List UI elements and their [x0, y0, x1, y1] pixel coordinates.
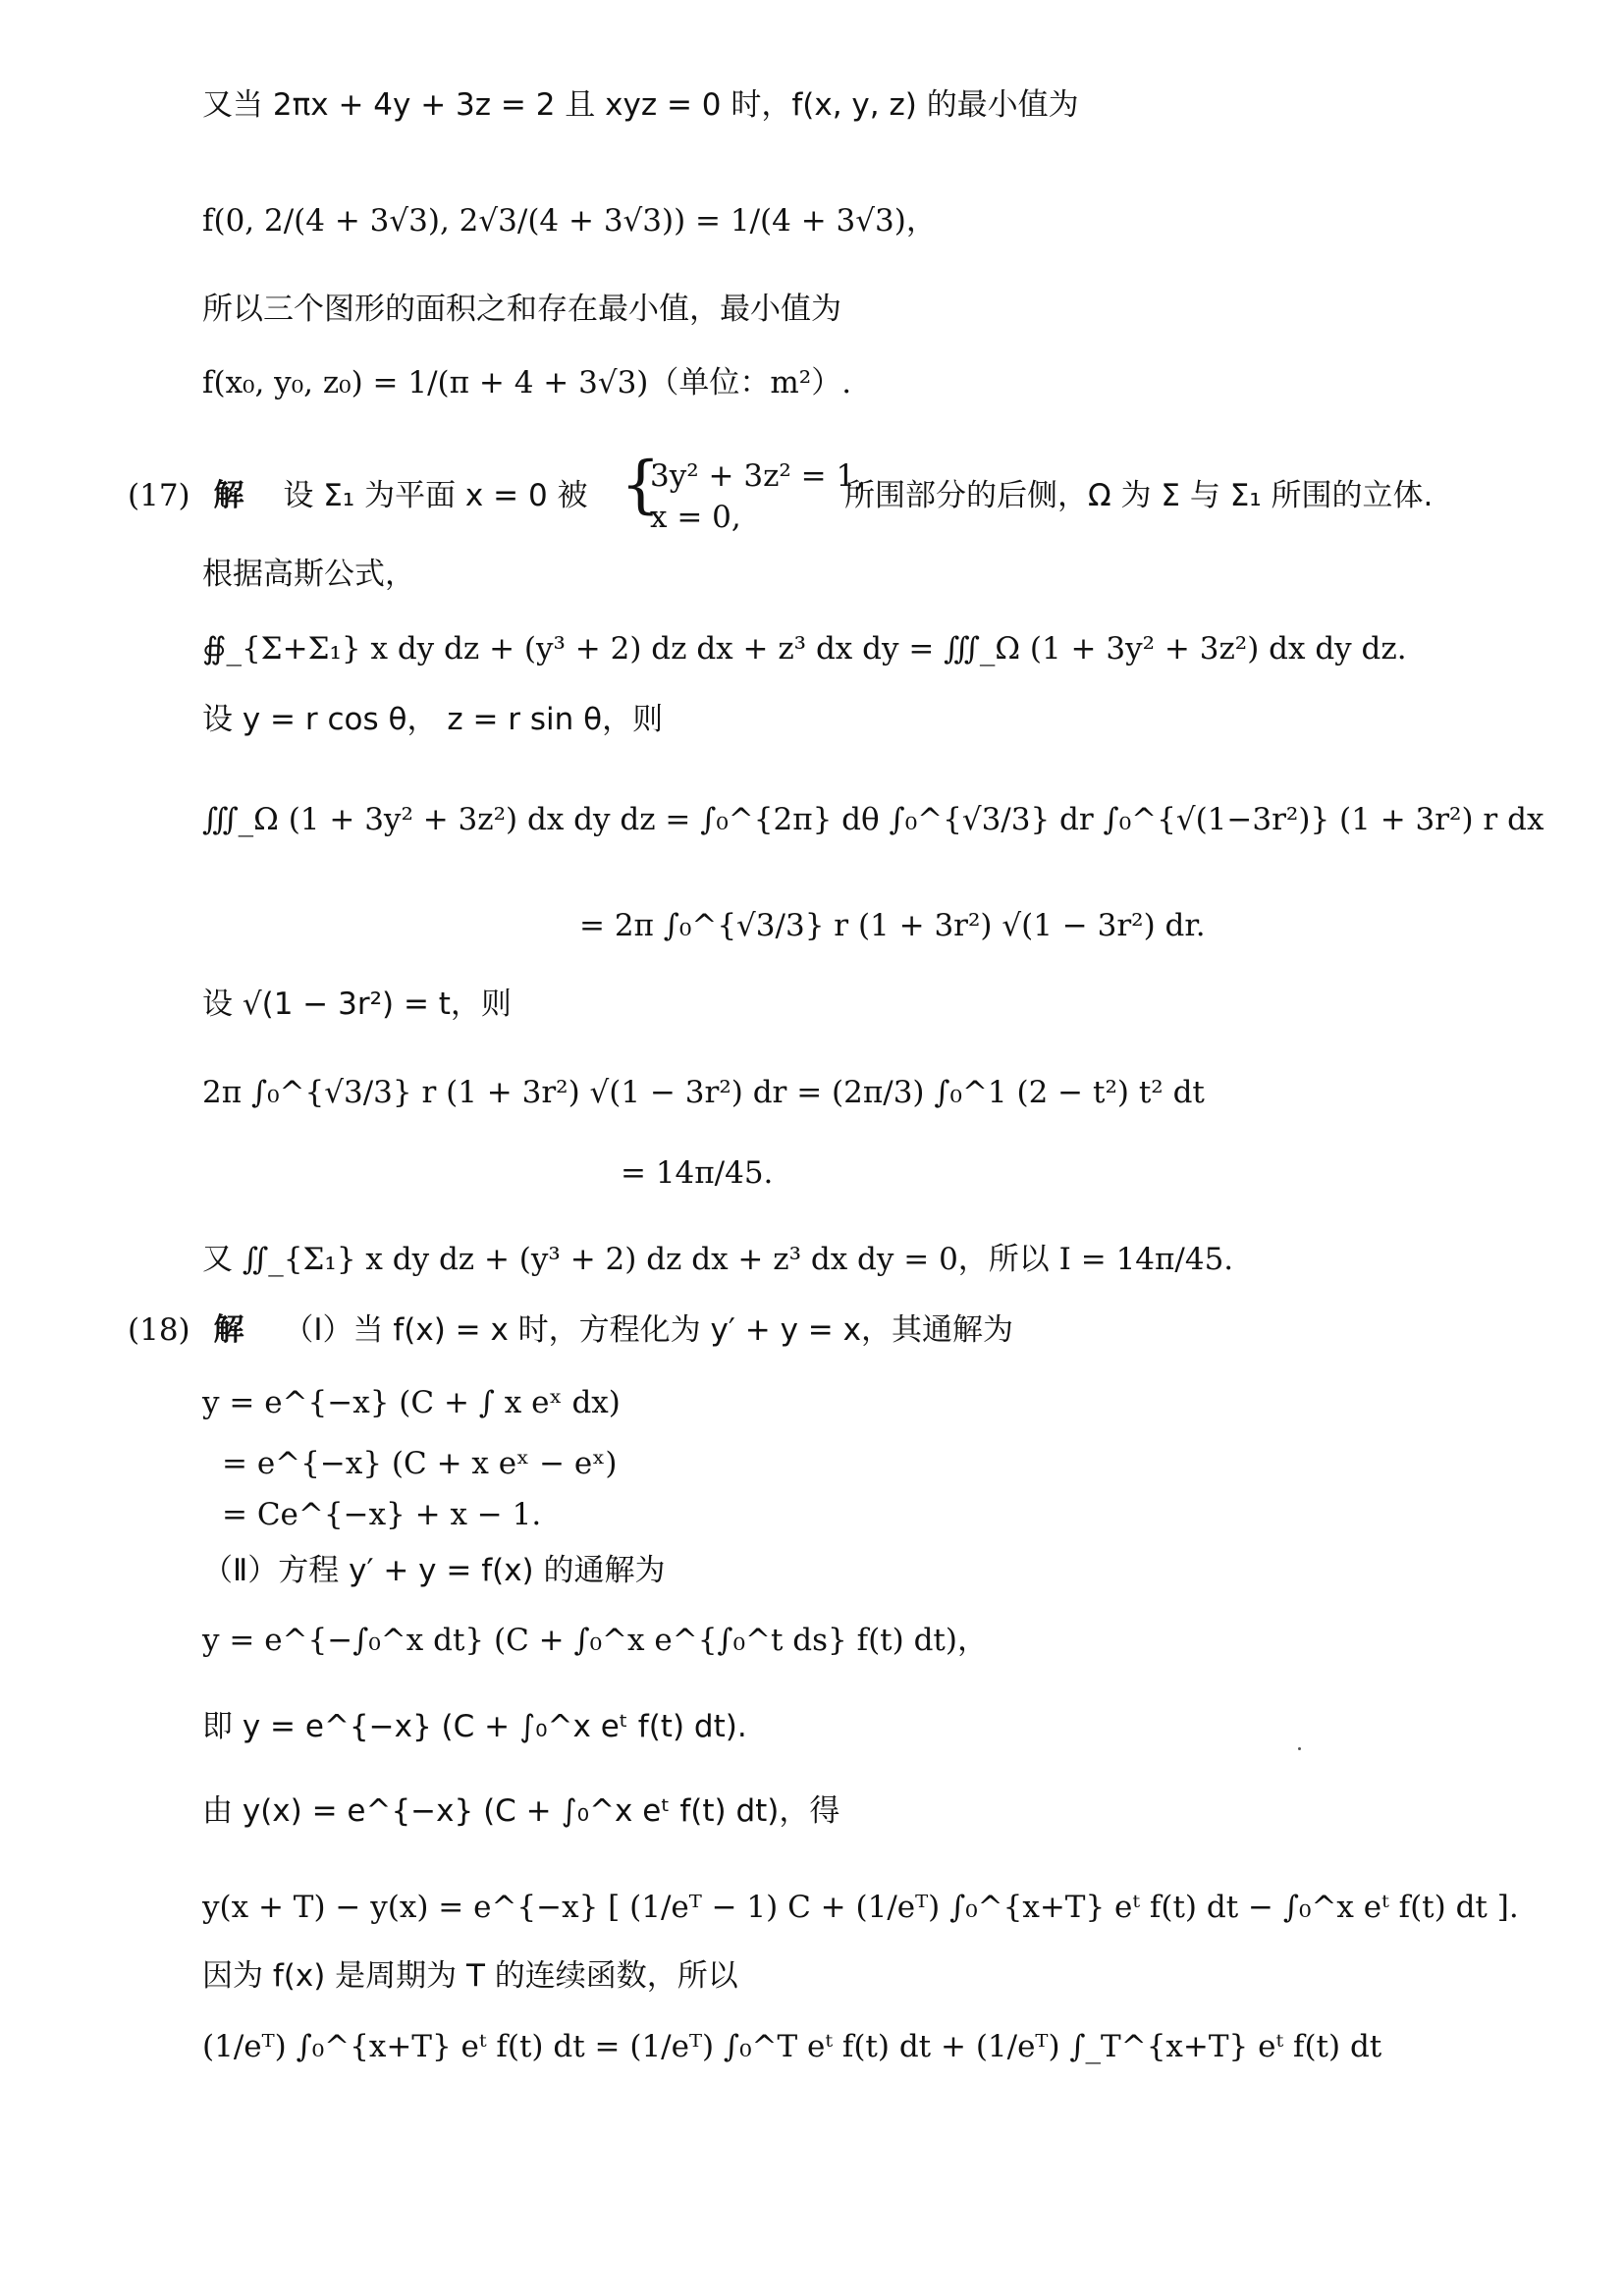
formula-line: f(x₀, y₀, z₀) = 1/(π + 4 + 3√3)（单位：m²）. [202, 365, 852, 400]
system-equation: x = 0, [650, 500, 741, 535]
text-line: 设 √(1 − 3r²) = t，则 [202, 987, 512, 1022]
text-line: 根据高斯公式， [202, 557, 415, 592]
text-line: 因为 f(x) 是周期为 T 的连续函数，所以 [202, 1958, 738, 1994]
formula-line: y = e^{−x} (C + ∫ x eˣ dx) [202, 1385, 621, 1420]
solution-word: 解 [213, 1312, 244, 1348]
formula-line: y = e^{−∫₀^x dt} (C + ∫₀^x e^{∫₀^t ds} f(t) dt)， [202, 1623, 988, 1658]
formula-line: = 2π ∫₀^{√3/3} r (1 + 3r²) √(1 − 3r²) dr. [579, 908, 1206, 943]
formula-line: ∯_{Σ+Σ₁} x dy dz + (y³ + 2) dz dx + z³ dx dy = ∭_Ω (1 + 3y² + 3z²) dx dy dz. [202, 631, 1407, 667]
formula-line: = e^{−x} (C + x eˣ − eˣ) [222, 1446, 618, 1481]
brace-icon: { [621, 449, 661, 521]
problem-17-heading [128, 478, 588, 513]
formula-line: 又 ∬_{Σ₁} x dy dz + (y³ + 2) dz dx + z³ dx dy = 0，所以 I = 14π/45. [202, 1242, 1234, 1277]
problem-text: 设 Σ₁ 为平面 x = 0 被 [283, 478, 588, 513]
text-line: 又当 2πx + 4y + 3z = 2 且 xyz = 0 时，f(x, y, z) 的最小值为 [202, 87, 1079, 123]
formula-line: = 14π/45. [621, 1155, 774, 1191]
formula-line: 2π ∫₀^{√3/3} r (1 + 3r²) √(1 − 3r²) dr = (2π/3) ∫₀^1 (2 − t²) t² dt [202, 1075, 1205, 1110]
text-line: 即 y = e^{−x} (C + ∫₀^x eᵗ f(t) dt). [202, 1709, 747, 1744]
solution-word: 解 [213, 478, 244, 513]
problem-text: （Ⅰ）当 f(x) = x 时，方程化为 y′ + y = x，其通解为 [283, 1312, 1013, 1348]
formula-line: = Ce^{−x} + x − 1. [222, 1497, 542, 1532]
text-line: （Ⅱ）方程 y′ + y = f(x) 的通解为 [202, 1553, 666, 1588]
formula-line: (1/eᵀ) ∫₀^{x+T} eᵗ f(t) dt = (1/eᵀ) ∫₀^T eᵗ f(t) dt + (1/eᵀ) ∫_T^{x+T} eᵗ f(t) dt [202, 2029, 1382, 2064]
text-line: 设 y = r cos θ， z = r sin θ，则 [202, 702, 664, 737]
problem-number: (17) [128, 478, 190, 513]
scan-speck [1298, 1747, 1301, 1750]
problem-18-heading [128, 1312, 1013, 1348]
problem-number: (18) [128, 1312, 190, 1348]
system-equation: 3y² + 3z² = 1, [650, 458, 866, 494]
text-line: 所以三个图形的面积之和存在最小值，最小值为 [202, 292, 841, 327]
formula-line: y(x + T) − y(x) = e^{−x} [ (1/eᵀ − 1) C + (1/eᵀ) ∫₀^{x+T} eᵗ f(t) dt − ∫₀^x eᵗ f(t) dt ]. [202, 1890, 1519, 1925]
text-line: 由 y(x) = e^{−x} (C + ∫₀^x eᵗ f(t) dt)，得 [202, 1793, 840, 1829]
formula-line: ∭_Ω (1 + 3y² + 3z²) dx dy dz = ∫₀^{2π} dθ ∫₀^{√3/3} dr ∫₀^{√(1−3r²)} (1 + 3r²) r dx [202, 802, 1544, 837]
problem-text: 所围部分的后侧，Ω 为 Σ 与 Σ₁ 所围的立体. [844, 478, 1434, 513]
formula-line: f(0, 2/(4 + 3√3), 2√3/(4 + 3√3)) = 1/(4 + 3√3)， [202, 203, 937, 239]
